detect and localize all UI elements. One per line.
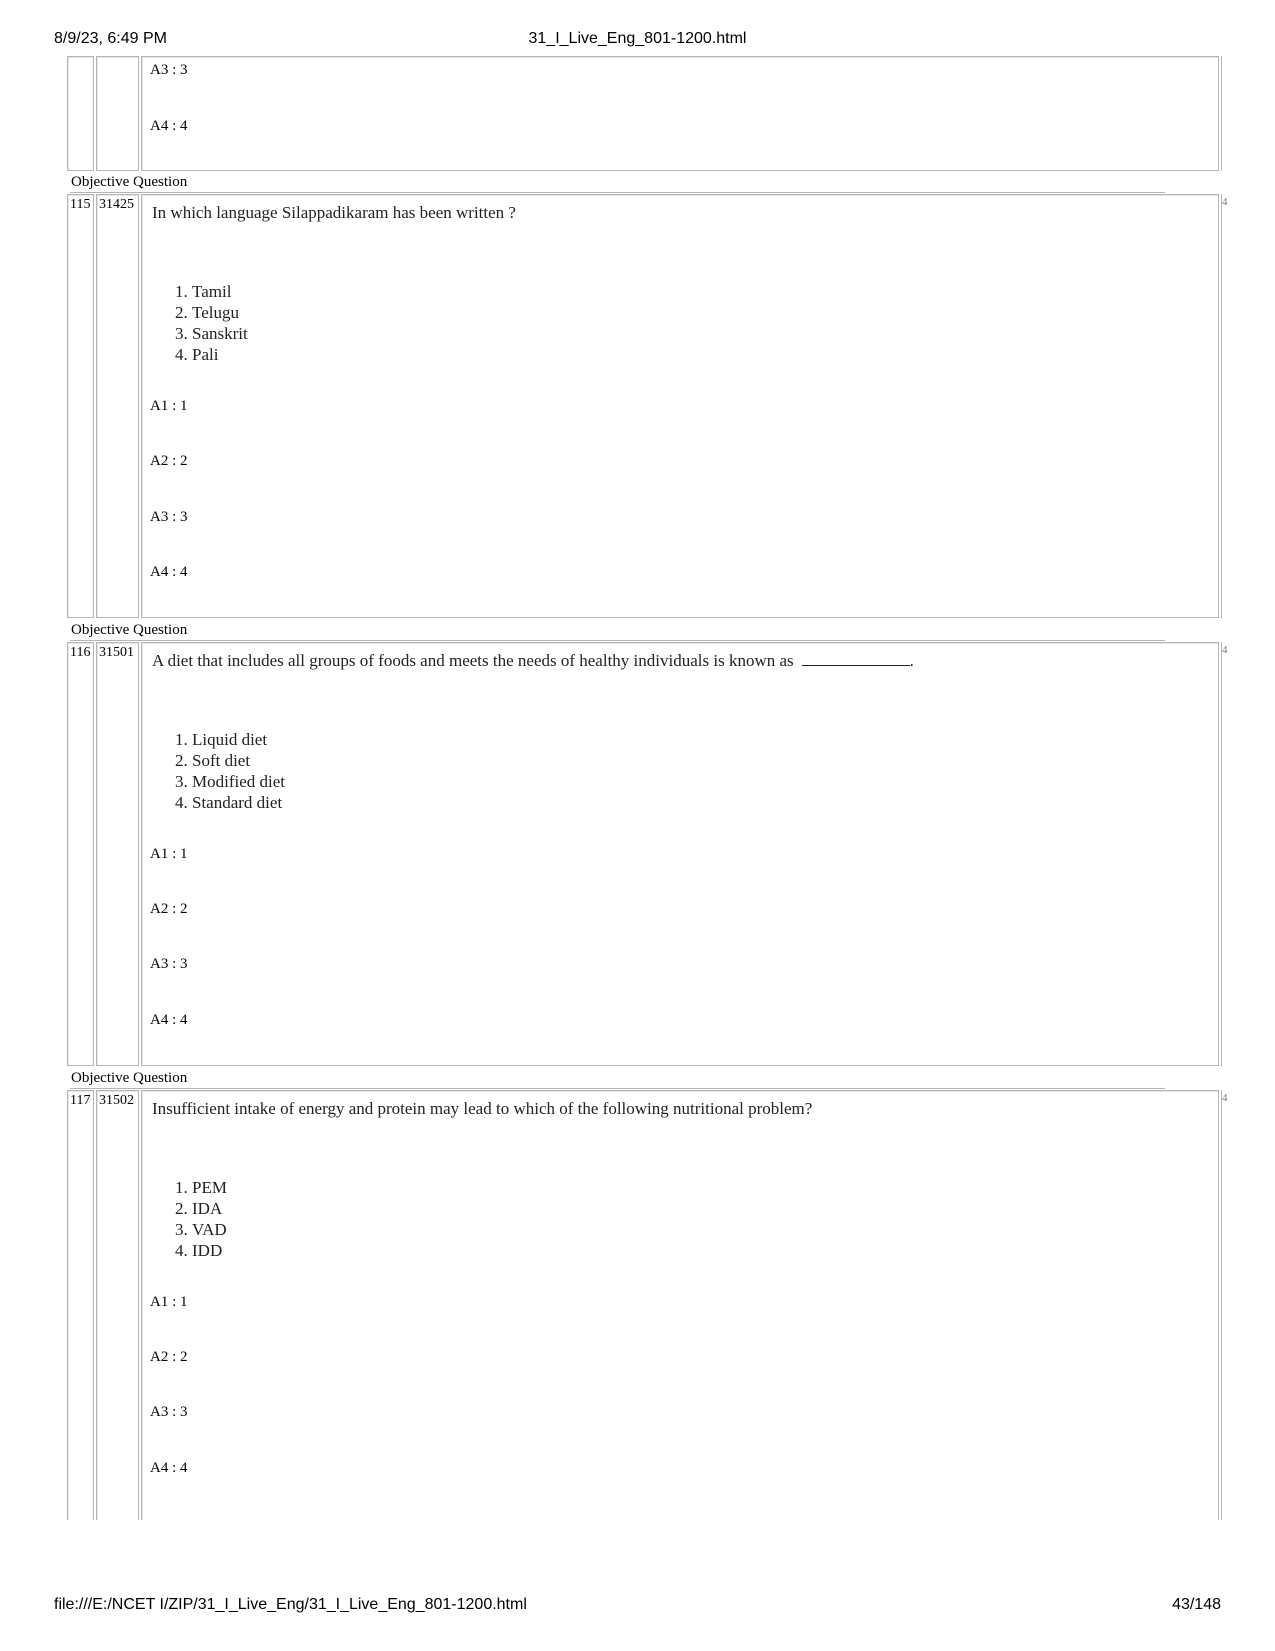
options-list bbox=[142, 281, 248, 365]
option-2: 2. Soft diet bbox=[192, 750, 285, 771]
question-content-cell bbox=[141, 642, 1219, 1066]
option-4: 4. Pali bbox=[192, 344, 248, 365]
option-4: 4. IDD bbox=[192, 1240, 227, 1261]
options-list bbox=[142, 729, 285, 813]
right-border-line bbox=[1221, 194, 1222, 618]
answer-a3: A3 : 3 bbox=[150, 956, 188, 972]
print-header bbox=[54, 30, 1221, 52]
truncated-column-marker: 4 bbox=[1222, 1092, 1228, 1104]
answer-a3: A3 : 3 bbox=[150, 62, 188, 78]
continuation-id-cell bbox=[96, 56, 139, 171]
print-document-title: 31_I_Live_Eng_801-1200.html bbox=[528, 30, 747, 47]
answer-a2: A2 : 2 bbox=[150, 901, 188, 917]
right-border-line bbox=[1221, 1090, 1222, 1520]
question-text: In which language Silappadikaram has been written ? bbox=[152, 203, 516, 222]
question-number-cell: 115 bbox=[67, 194, 94, 618]
question-text bbox=[152, 651, 914, 671]
continuation-number-cell bbox=[67, 56, 94, 171]
answer-a4: A4 : 4 bbox=[150, 1460, 188, 1476]
answer-a2: A2 : 2 bbox=[150, 1349, 188, 1365]
fill-in-blank bbox=[802, 651, 910, 666]
option-1: 1. Liquid diet bbox=[192, 729, 285, 750]
section-label: Objective Question bbox=[70, 620, 1161, 640]
question-number-cell: 116 bbox=[67, 642, 94, 1066]
question-id-cell: 31501 bbox=[96, 642, 139, 1066]
answer-a1: A1 : 1 bbox=[150, 1294, 188, 1310]
page-counter: 43/148 bbox=[1172, 1596, 1221, 1613]
answer-a4: A4 : 4 bbox=[150, 564, 188, 580]
option-3: 3. Sanskrit bbox=[192, 323, 248, 344]
answer-a3: A3 : 3 bbox=[150, 509, 188, 525]
answer-a1: A1 : 1 bbox=[150, 398, 188, 414]
print-file-path: file:///E:/NCET I/ZIP/31_I_Live_Eng/31_I_Live_Eng_801-1200.html bbox=[54, 1596, 527, 1613]
option-4: 4. Standard diet bbox=[192, 792, 285, 813]
options-list bbox=[142, 1177, 227, 1261]
option-1: 1. PEM bbox=[192, 1177, 227, 1198]
option-3: 3. VAD bbox=[192, 1219, 227, 1240]
answer-a1: A1 : 1 bbox=[150, 846, 188, 862]
option-1: 1. Tamil bbox=[192, 281, 248, 302]
section-label: Objective Question bbox=[70, 1068, 1161, 1088]
right-border-line bbox=[1221, 642, 1222, 1066]
option-2: 2. Telugu bbox=[192, 302, 248, 323]
answer-a4: A4 : 4 bbox=[150, 118, 188, 134]
question-number-cell: 117 bbox=[67, 1090, 94, 1520]
question-text-suffix: . bbox=[909, 651, 914, 670]
right-border-line bbox=[1221, 56, 1222, 171]
print-footer bbox=[54, 1596, 1221, 1618]
print-timestamp: 8/9/23, 6:49 PM bbox=[54, 30, 167, 47]
question-id-cell: 31425 bbox=[96, 194, 139, 618]
continuation-content-cell bbox=[141, 56, 1219, 171]
truncated-column-marker: 4 bbox=[1222, 644, 1228, 656]
question-content-cell bbox=[141, 1090, 1219, 1520]
answer-a3: A3 : 3 bbox=[150, 1404, 188, 1420]
question-text: Insufficient intake of energy and protein may lead to which of the following nutritional problem? bbox=[152, 1099, 813, 1118]
option-2: 2. IDA bbox=[192, 1198, 227, 1219]
truncated-column-marker: 4 bbox=[1222, 196, 1228, 208]
section-label: Objective Question bbox=[70, 172, 1161, 192]
answer-a2: A2 : 2 bbox=[150, 453, 188, 469]
question-id-cell: 31502 bbox=[96, 1090, 139, 1520]
answer-a4: A4 : 4 bbox=[150, 1012, 188, 1028]
question-text-body: A diet that includes all groups of foods and meets the needs of healthy individuals is known as bbox=[152, 651, 794, 670]
option-3: 3. Modified diet bbox=[192, 771, 285, 792]
question-content-cell bbox=[141, 194, 1219, 618]
